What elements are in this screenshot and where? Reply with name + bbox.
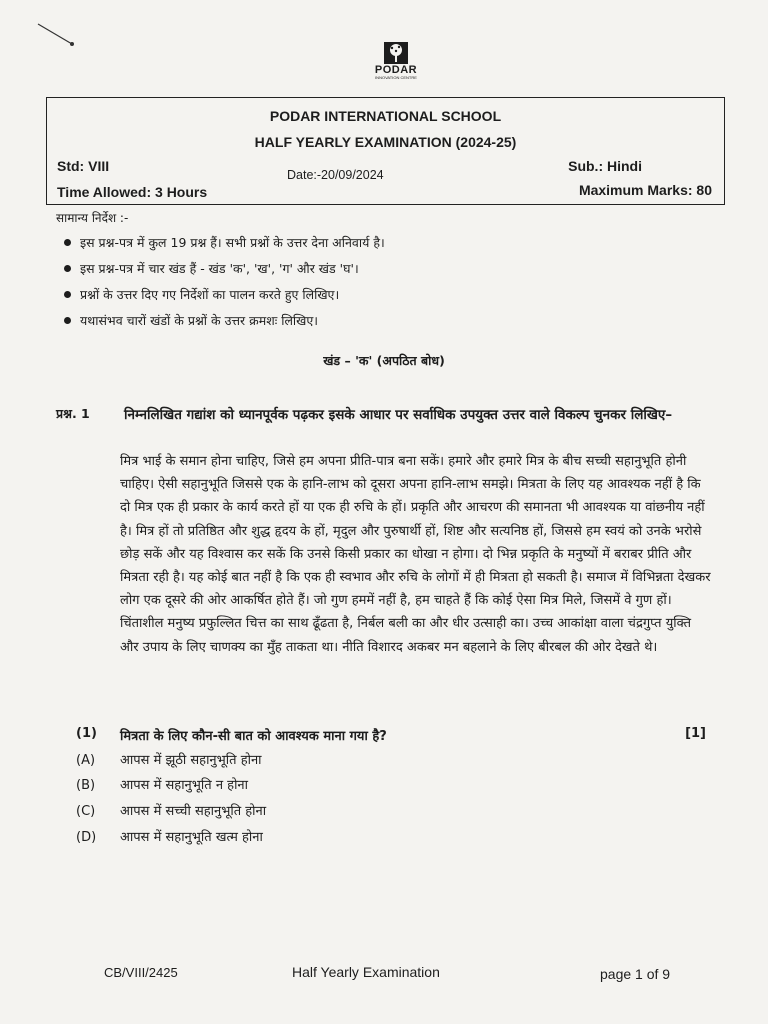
bullet-icon <box>64 317 71 324</box>
exam-header <box>46 97 725 205</box>
bullet-icon <box>64 239 71 246</box>
instruction-item: यथासंभव चारों खंडों के प्रश्नों के उत्तर क्रमशः लिखिए। <box>80 313 385 339</box>
logo-name: PODAR <box>374 64 418 76</box>
general-instructions-heading: सामान्य निर्देश :- <box>56 211 129 225</box>
tree-logo-icon <box>384 42 408 64</box>
time-allowed: Time Allowed: 3 Hours <box>57 184 208 200</box>
question-label: प्रश्न. 1 <box>56 406 90 421</box>
section-title: खंड – 'क' (अपठित बोध) <box>323 353 445 368</box>
pen-mark <box>36 20 76 50</box>
footer-exam-name: Half Yearly Examination <box>292 964 440 980</box>
subject: Sub.: Hindi <box>568 158 642 174</box>
standard: Std: VIII <box>57 158 110 174</box>
maximum-marks: Maximum Marks: 80 <box>578 182 712 198</box>
school-name: PODAR INTERNATIONAL SCHOOL <box>269 108 502 124</box>
general-instructions <box>80 235 385 339</box>
sub-question-number: (1) <box>76 726 97 741</box>
passage: मित्र भाई के समान होना चाहिए, जिसे हम अपना प्रीति-पात्र बना सकें। हमारे और हमारे मित्र के बीच सच्ची सहानुभूति होनी चाहिए। ऐसी सहानुभूति जिससे एक के हानि-लाभ को दूसरा अपना हानि-लाभ समझे। मित्रता के लिए यह आवश्यक नहीं है कि दो मित्र एक ही प्रकार के कार्य करते हों या एक ही रुचि के हों। प्रकृति और आचरण की समानता भी आवश्यक या वांछनीय नहीं है। मित्र हों तो प्रतिष्ठित और शुद्ध हृदय के हों, मृदुल और पुरुषार्थी हों, शिष्ट और सत्यनिष्ठ हों, जिससे हम स्वयं को उनके भरोसे छोड़ सकें और यह विश्वास कर सकें कि उनसे किसी प्रकार का धोखा न होगा। दो भिन्न प्रकृति के मनुष्यों में बराबर प्रीति और मित्रता रही है। यह कोई बात नहीं है कि एक ही स्वभाव और रुचि के लोगों में ही मित्रता हो सकती है। समाज में विभिन्नता देखकर लोग एक दूसरे की ओर आकर्षित होते हैं। जो गुण हममें नहीं है, हम चाहते हैं कि कोई ऐसा मित्र मिले, जिसमें वे गुण हों। चिंताशील मनुष्य प्रफुल्लित चित्त का साथ ढूँढता है, निर्बल बली का और धीर उत्साही का। उच्च आकांक्षा वाला चंद्रगुप्त युक्ति और उपाय के लिए चाणक्य का मुँह ताकता था। नीति विशारद अकबर मन बहलाने के लिए बीरबल की ओर देखते थे। <box>120 454 711 655</box>
bullet-icon <box>64 291 71 298</box>
paper-code: CB/VIII/2425 <box>104 965 178 980</box>
option-d: (D) आपस में सहानुभूति खत्म होना <box>76 830 263 845</box>
page-number: page 1 of 9 <box>600 966 671 982</box>
option-b: (B) आपस में सहानुभूति न होना <box>76 778 249 793</box>
instruction-item: प्रश्नों के उत्तर दिए गए निर्देशों का पालन करते हुए लिखिए। <box>80 287 385 313</box>
exam-name: HALF YEARLY EXAMINATION (2024-25) <box>254 134 517 150</box>
bullet-icon <box>64 265 71 272</box>
exam-date: Date:-20/09/2024 <box>287 168 384 182</box>
option-a: (A) आपस में झूठी सहानुभूति होना <box>76 753 262 768</box>
school-logo <box>366 42 426 90</box>
option-c: (C) आपस में सच्ची सहानुभूति होना <box>76 804 267 819</box>
sub-question-marks: [1] <box>685 726 706 741</box>
sub-question-text: मित्रता के लिए कौन-सी बात को आवश्यक माना गया है? <box>120 729 387 744</box>
logo-subtitle: INNOVATION CENTRE <box>375 75 417 80</box>
instruction-item: इस प्रश्न-पत्र में चार खंड हैं - खंड 'क', 'ख', 'ग' और खंड 'घ'। <box>80 261 385 287</box>
instruction-item: इस प्रश्न-पत्र में कुल 19 प्रश्न हैं। सभी प्रश्नों के उत्तर देना अनिवार्य है। <box>80 235 385 261</box>
question-text: निम्नलिखित गद्यांश को ध्यानपूर्वक पढ़कर इसके आधार पर सर्वाधिक उपयुक्त उत्तर वाले विकल्प चुनकर लिखिए– <box>124 407 673 423</box>
